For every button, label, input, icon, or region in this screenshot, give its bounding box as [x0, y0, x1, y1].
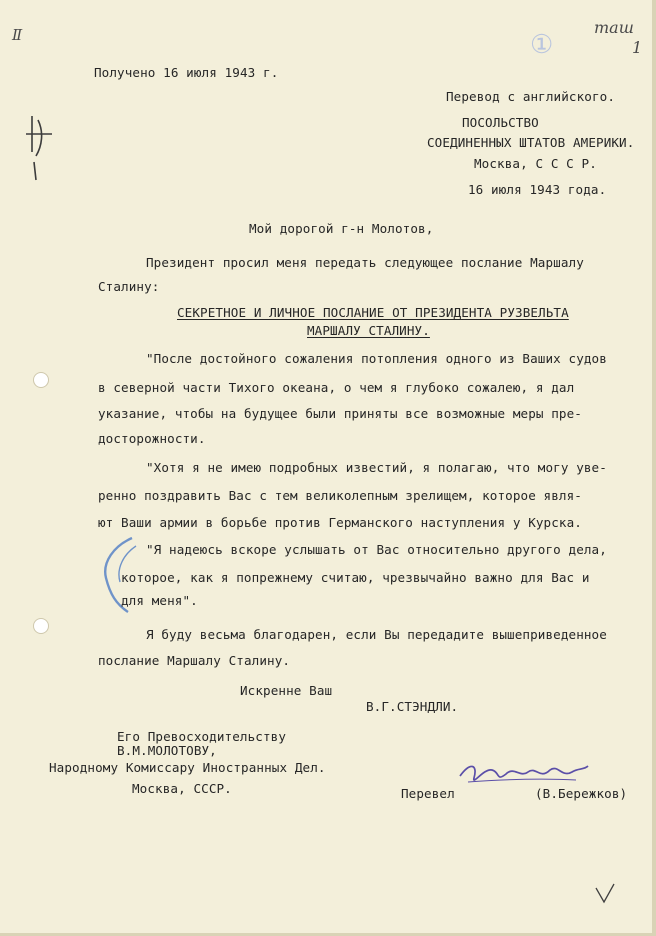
- received-stamp: Получено 16 июля 1943 г.: [94, 65, 279, 80]
- addressee-line: Народному Комиссару Иностранных Дел.: [49, 760, 326, 775]
- punch-hole: [33, 372, 49, 388]
- margin-mark-top-left: Ⅱ: [12, 26, 23, 44]
- letter-date: 16 июля 1943 года.: [468, 182, 607, 197]
- translator-signature: [456, 756, 592, 790]
- check-mark-icon: [592, 880, 618, 906]
- message-line: "Я надеюсь вскоре услышать от Вас относительно другого дела,: [146, 542, 607, 557]
- message-line: "Хотя я не имею подробных известий, я полагаю, что могу уве-: [146, 460, 607, 475]
- message-heading: МАРШАЛУ СТАЛИНУ.: [307, 323, 430, 338]
- message-line: "После достойного сожаления потопления одного из Ваших судов: [146, 351, 607, 366]
- addressee-line: Москва, СССР.: [132, 781, 232, 796]
- message-line: для меня".: [121, 593, 198, 608]
- addressee-line: В.М.МОЛОТОВУ,: [117, 743, 217, 758]
- margin-note-top-right: таш: [594, 18, 634, 37]
- translator-name: (В.Бережков): [535, 786, 628, 801]
- translation-note: Перевод с английского.: [446, 89, 616, 104]
- sincerely: Искренне Ваш: [240, 683, 333, 698]
- message-line: в северной части Тихого океана, о чем я глубоко сожалею, я дал: [98, 380, 575, 395]
- punch-hole: [33, 618, 49, 634]
- intro-line: Сталину:: [98, 279, 160, 294]
- addressee-line: Его Превосходительству: [117, 729, 287, 744]
- embassy-line-2: СОЕДИНЕННЫХ ШТАТОВ АМЕРИКИ.: [427, 135, 635, 150]
- closing-request: послание Маршалу Сталину.: [98, 653, 291, 668]
- embassy-line-3: Москва, С С С Р.: [474, 156, 597, 171]
- closing-request: Я буду весьма благодарен, если Вы передадите вышеприведенное: [146, 627, 607, 642]
- pencil-mark-icon: [22, 112, 58, 184]
- signer-name: В.Г.СТЭНДЛИ.: [366, 699, 459, 714]
- message-line: ют Ваши армии в борьбе против Германского наступления у Курска.: [98, 515, 582, 530]
- message-line: которое, как я попрежнему считаю, чрезвычайно важно для Вас и: [121, 570, 590, 585]
- embassy-line-1: ПОСОЛЬСТВО: [462, 115, 539, 130]
- faint-stamp: ①: [530, 30, 554, 60]
- message-heading: СЕКРЕТНОЕ И ЛИЧНОЕ ПОСЛАНИЕ ОТ ПРЕЗИДЕНТА РУЗВЕЛЬТА: [177, 305, 569, 320]
- salutation: Мой дорогой г-н Молотов,: [249, 221, 434, 236]
- message-line: указание, чтобы на будущее были приняты все возможные меры пре-: [98, 406, 582, 421]
- message-line: ренно поздравить Вас с тем великолепным зрелищем, которое явля-: [98, 488, 582, 503]
- page-number: 1: [632, 38, 643, 57]
- intro-line: Президент просил меня передать следующее послание Маршалу: [146, 255, 584, 270]
- translator-label: Перевел: [401, 786, 455, 801]
- message-line: досторожности.: [98, 431, 206, 446]
